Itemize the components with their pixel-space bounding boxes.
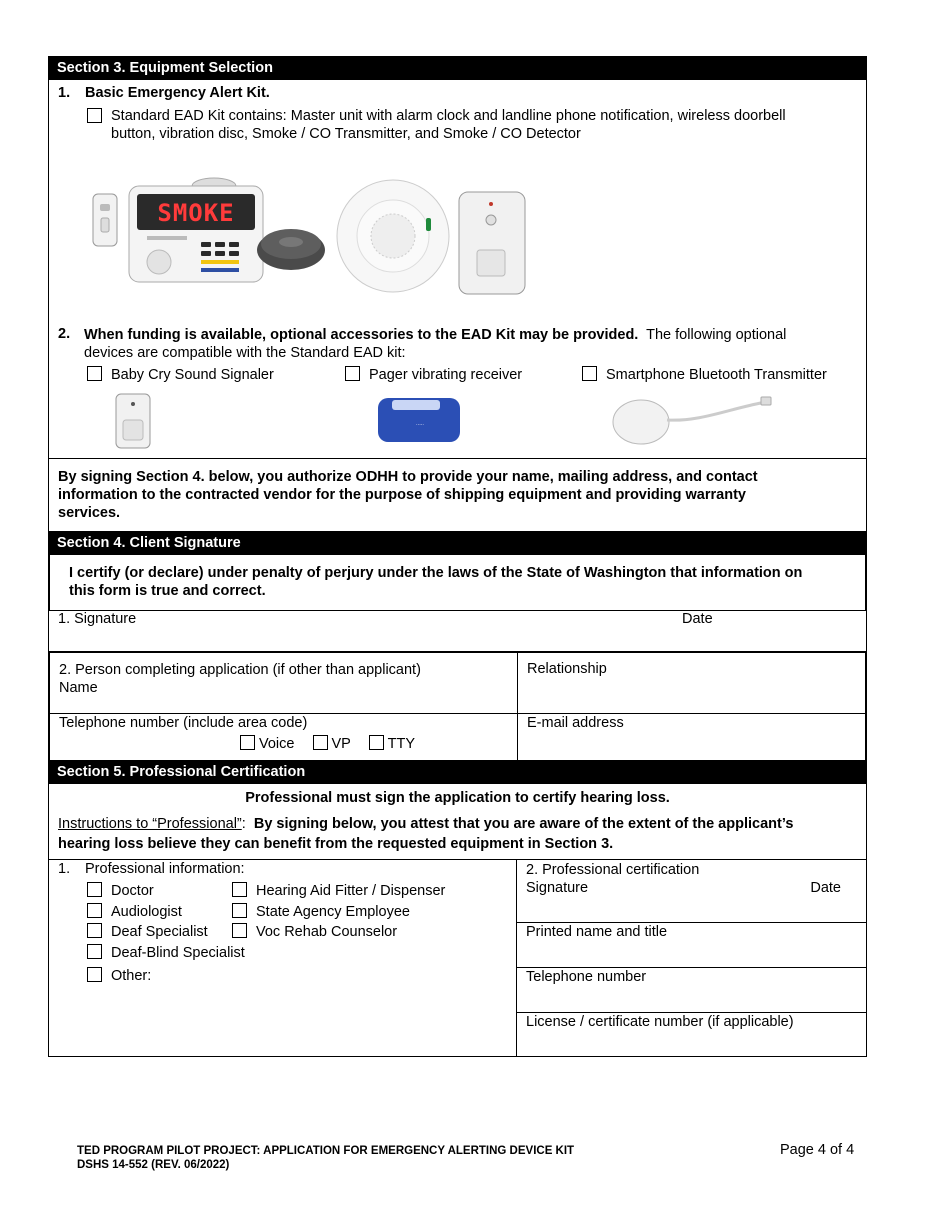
prof-other[interactable]: Other:	[87, 967, 151, 984]
vibration-disc-icon	[257, 229, 325, 270]
tty-checkbox[interactable]	[369, 735, 384, 750]
ead-kit-image	[91, 176, 531, 301]
section3-header: Section 3. Equipment Selection	[48, 56, 867, 80]
option-pager[interactable]: Pager vibrating receiver	[345, 366, 522, 383]
instructions-text: Instructions to “Professional”: By signing below, you attest that you are aware of the extent of the applicant’s hearing loss believe they can benefit from the requested equipment in Section 3.	[58, 816, 794, 852]
form-page	[48, 56, 867, 1057]
footer: TED PROGRAM PILOT PROJECT: APPLICATION FOR EMERGENCY ALERTING DEVICE KIT DSHS 14-552 (REV. 06/2022)	[77, 1145, 575, 1171]
master-unit-icon	[129, 178, 263, 282]
option-smartphone[interactable]: Smartphone Bluetooth Transmitter	[582, 366, 827, 383]
smartphone-checkbox[interactable]	[582, 366, 597, 381]
page-number: Page 4 of 4	[780, 1142, 855, 1158]
state-agency-checkbox[interactable]	[232, 903, 247, 918]
svg-text:·····: ·····	[416, 422, 424, 428]
item1-description: Standard EAD Kit contains: Master unit with alarm clock and landline phone notification, wireless doorbell button, vibration disc, Smoke / CO Transmitter, and Smoke / CO Detector	[111, 108, 786, 142]
professional-signature-field[interactable]: 2. Professional certification Signature Date	[517, 860, 866, 923]
voice-checkbox[interactable]	[240, 735, 255, 750]
printed-name-field[interactable]: Printed name and title	[517, 923, 866, 968]
prof-date-label: Date	[810, 880, 841, 896]
authorize-notice: By signing Section 4. below, you authorize ODHH to provide your name, mailing address, and contact information to the contracted vendor for the purpose of shipping equipment and providing warranty services.	[48, 458, 867, 531]
prof-state-agency[interactable]: State Agency Employee	[232, 903, 410, 920]
prof-doctor[interactable]: Doctor	[87, 882, 154, 899]
other-checkbox[interactable]	[87, 967, 102, 982]
pager-receiver-icon	[376, 394, 462, 444]
prof-deaf-blind-specialist[interactable]: Deaf-Blind Specialist	[87, 944, 245, 961]
item1-title: Basic Emergency Alert Kit.	[85, 85, 270, 101]
telephone-field[interactable]: Telephone number (include area code) Voice VP TTY	[50, 714, 518, 760]
relationship-field[interactable]: Relationship	[527, 661, 607, 677]
professional-info-field	[49, 860, 517, 1056]
bluetooth-transmitter-icon	[611, 394, 776, 446]
audiologist-checkbox[interactable]	[87, 903, 102, 918]
email-field[interactable]: E-mail address	[527, 715, 624, 731]
item2-description: When funding is available, optional accessories to the EAD Kit may be provided. The following optional devices are compatible with the Standard EAD kit:	[84, 327, 787, 361]
signature-date-label: Date	[682, 611, 713, 627]
smoke-detector-icon	[337, 180, 449, 292]
hearing-aid-fitter-checkbox[interactable]	[232, 882, 247, 897]
smoke-display-text: SMOKE	[157, 199, 235, 227]
prof-hearing-aid-fitter[interactable]: Hearing Aid Fitter / Dispenser	[232, 882, 445, 899]
doctor-checkbox[interactable]	[87, 882, 102, 897]
prof-voc-rehab[interactable]: Voc Rehab Counselor	[232, 923, 397, 940]
item2-number: 2.	[58, 326, 71, 342]
section5-header: Section 5. Professional Certification	[48, 760, 867, 784]
section3-body	[48, 80, 867, 458]
certify-statement: I certify (or declare) under penalty of perjury under the laws of the State of Washington that information on this form is true and correct.	[48, 555, 867, 611]
option-baby-cry[interactable]: Baby Cry Sound Signaler	[87, 366, 274, 383]
pager-checkbox[interactable]	[345, 366, 360, 381]
client-signature-field[interactable]	[48, 611, 867, 653]
prof-deaf-specialist[interactable]: Deaf Specialist	[87, 923, 208, 940]
voc-rehab-checkbox[interactable]	[232, 923, 247, 938]
prof-telephone-field[interactable]: Telephone number	[517, 968, 866, 1013]
deaf-blind-specialist-checkbox[interactable]	[87, 944, 102, 959]
phone-type-options: Voice VP TTY	[240, 735, 415, 752]
vp-checkbox[interactable]	[313, 735, 328, 750]
baby-cry-checkbox[interactable]	[87, 366, 102, 381]
section4-header: Section 4. Client Signature	[48, 531, 867, 555]
standard-ead-kit-checkbox[interactable]	[87, 108, 102, 123]
baby-cry-signaler-icon	[113, 392, 153, 450]
item1-number: 1.	[58, 85, 71, 101]
section5-instructions	[48, 784, 867, 859]
prof-audiologist[interactable]: Audiologist	[87, 903, 182, 920]
deaf-specialist-checkbox[interactable]	[87, 923, 102, 938]
prof-info-number: 1.	[58, 861, 71, 877]
signature-label: 1. Signature	[58, 611, 137, 627]
doorbell-button-icon	[93, 194, 117, 246]
license-field[interactable]: License / certificate number (if applicable)	[526, 1014, 794, 1030]
person-completing-field[interactable]: 2. Person completing application (if other than applicant) Name	[50, 653, 518, 713]
prof-info-label: Professional information:	[85, 861, 245, 877]
must-sign-notice: Professional must sign the application to certify hearing loss.	[245, 790, 670, 806]
smoke-co-transmitter-icon	[459, 192, 525, 294]
